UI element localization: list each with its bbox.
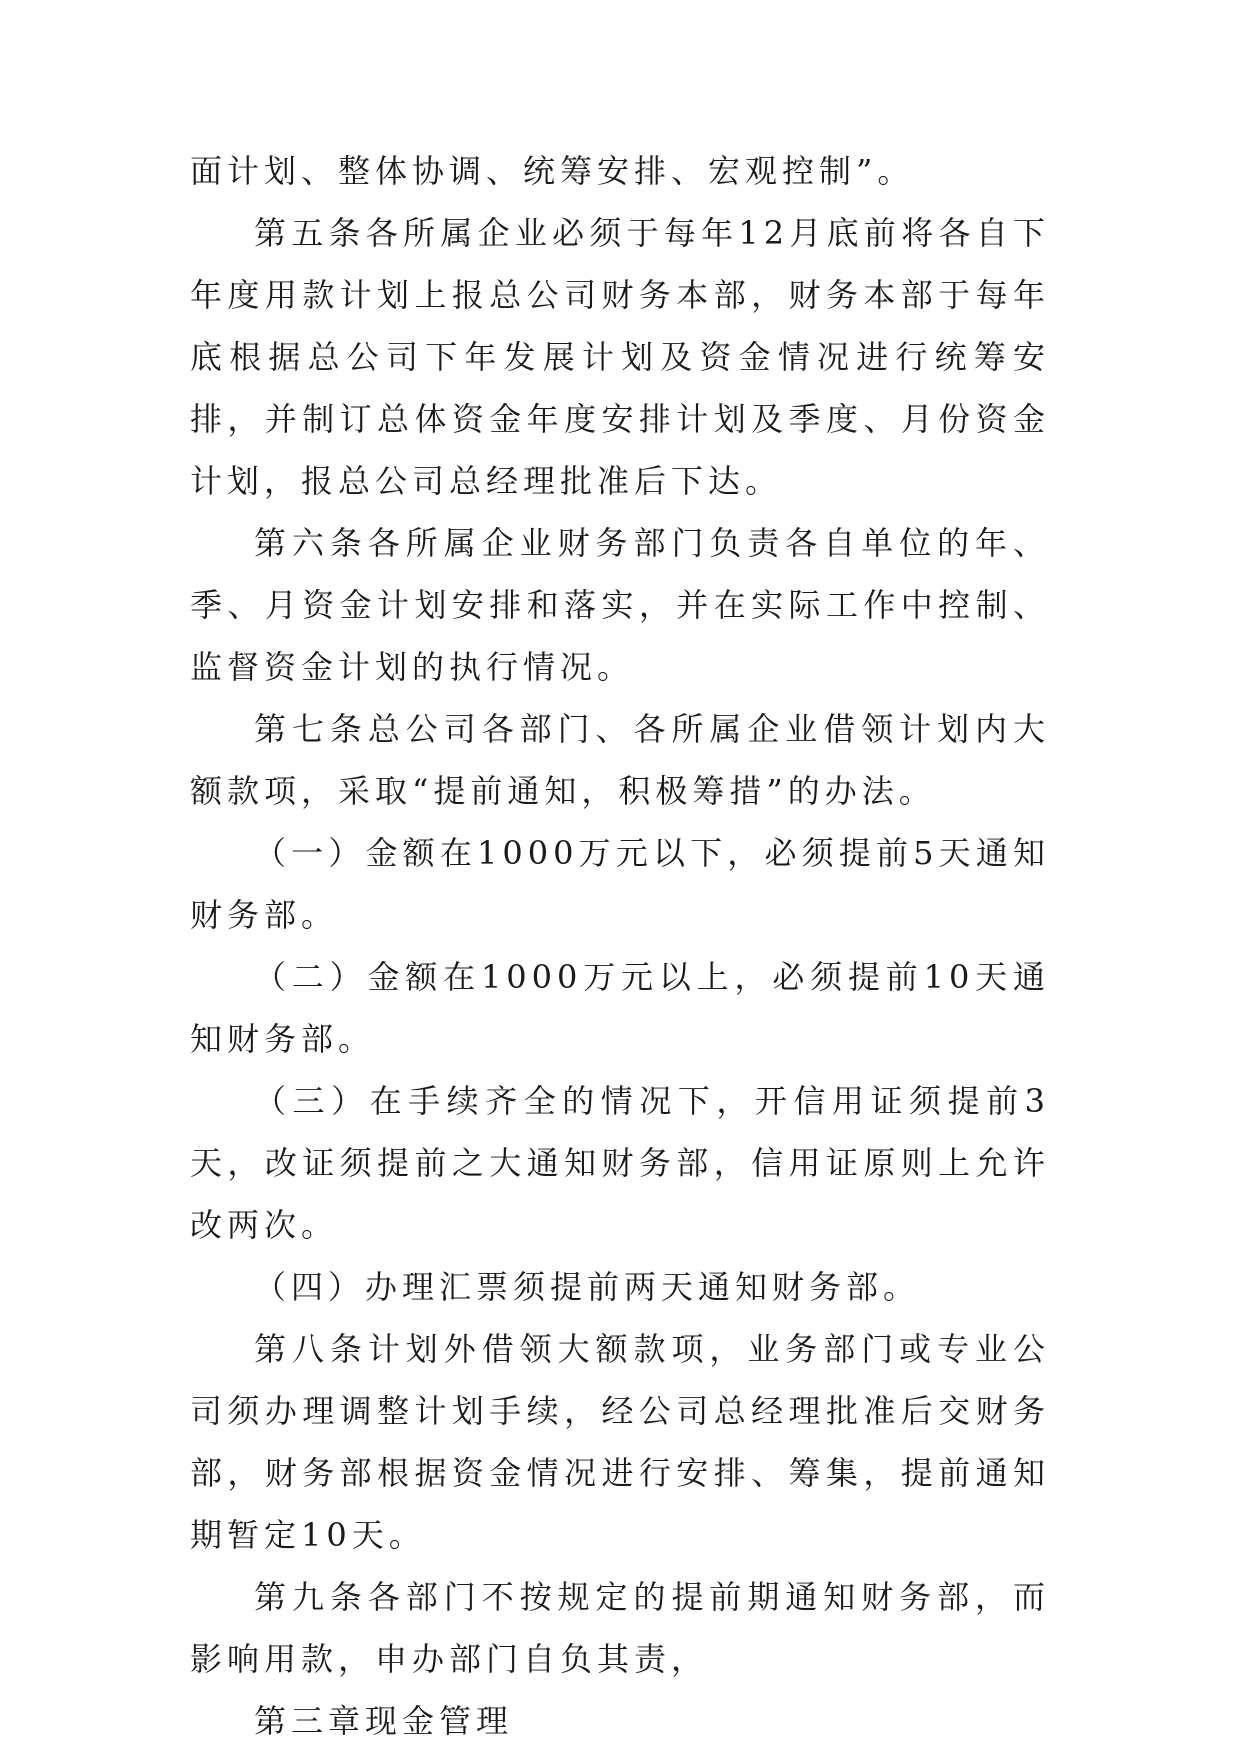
article-9-paragraph: 第九条各部门不按规定的提前期通知财务部，而影响用款，申办部门自负其责， [190,1578,1050,1678]
article-5-paragraph: 第五条各所属企业必须于每年12月底前将各自下年度用款计划上报总公司财务本部，财务本部于每年底根据总公司下年发展计划及资金情况进行统筹安排，并制订总体资金年度安排计划及季度、月份资金计划，报总公司总经理批准后下达。 [190,214,1050,500]
article-7-item-2: （二）金额在1000万元以上，必须提前10天通知财务部。 [190,958,1050,1058]
chapter-heading: 第三章现金管理 [254,1702,514,1740]
paragraph-continuation: 面计划、整体协调、统筹安排、宏观控制”。 [190,152,915,190]
article-6-paragraph: 第六条各所属企业财务部门负责各自单位的年、季、月资金计划安排和落实，并在实际工作中控制、监督资金计划的执行情况。 [190,524,1050,686]
article-7-paragraph: 第七条总公司各部门、各所属企业借领计划内大额款项，采取“提前通知，积极筹措”的办法。 [190,710,1050,810]
document-body [190,140,1050,1752]
article-7-item-1: （一）金额在1000万元以下，必须提前5天通知财务部。 [190,834,1050,934]
article-8-paragraph: 第八条计划外借领大额款项，业务部门或专业公司须办理调整计划手续，经公司总经理批准后交财务部，财务部根据资金情况进行安排、筹集，提前通知期暂定10天。 [190,1330,1050,1554]
article-7-item-4: （四）办理汇票须提前两天通知财务部。 [254,1268,921,1306]
article-7-item-3: （三）在手续齐全的情况下，开信用证须提前3天，改证须提前之大通知财务部，信用证原则上允许改两次。 [190,1082,1050,1244]
